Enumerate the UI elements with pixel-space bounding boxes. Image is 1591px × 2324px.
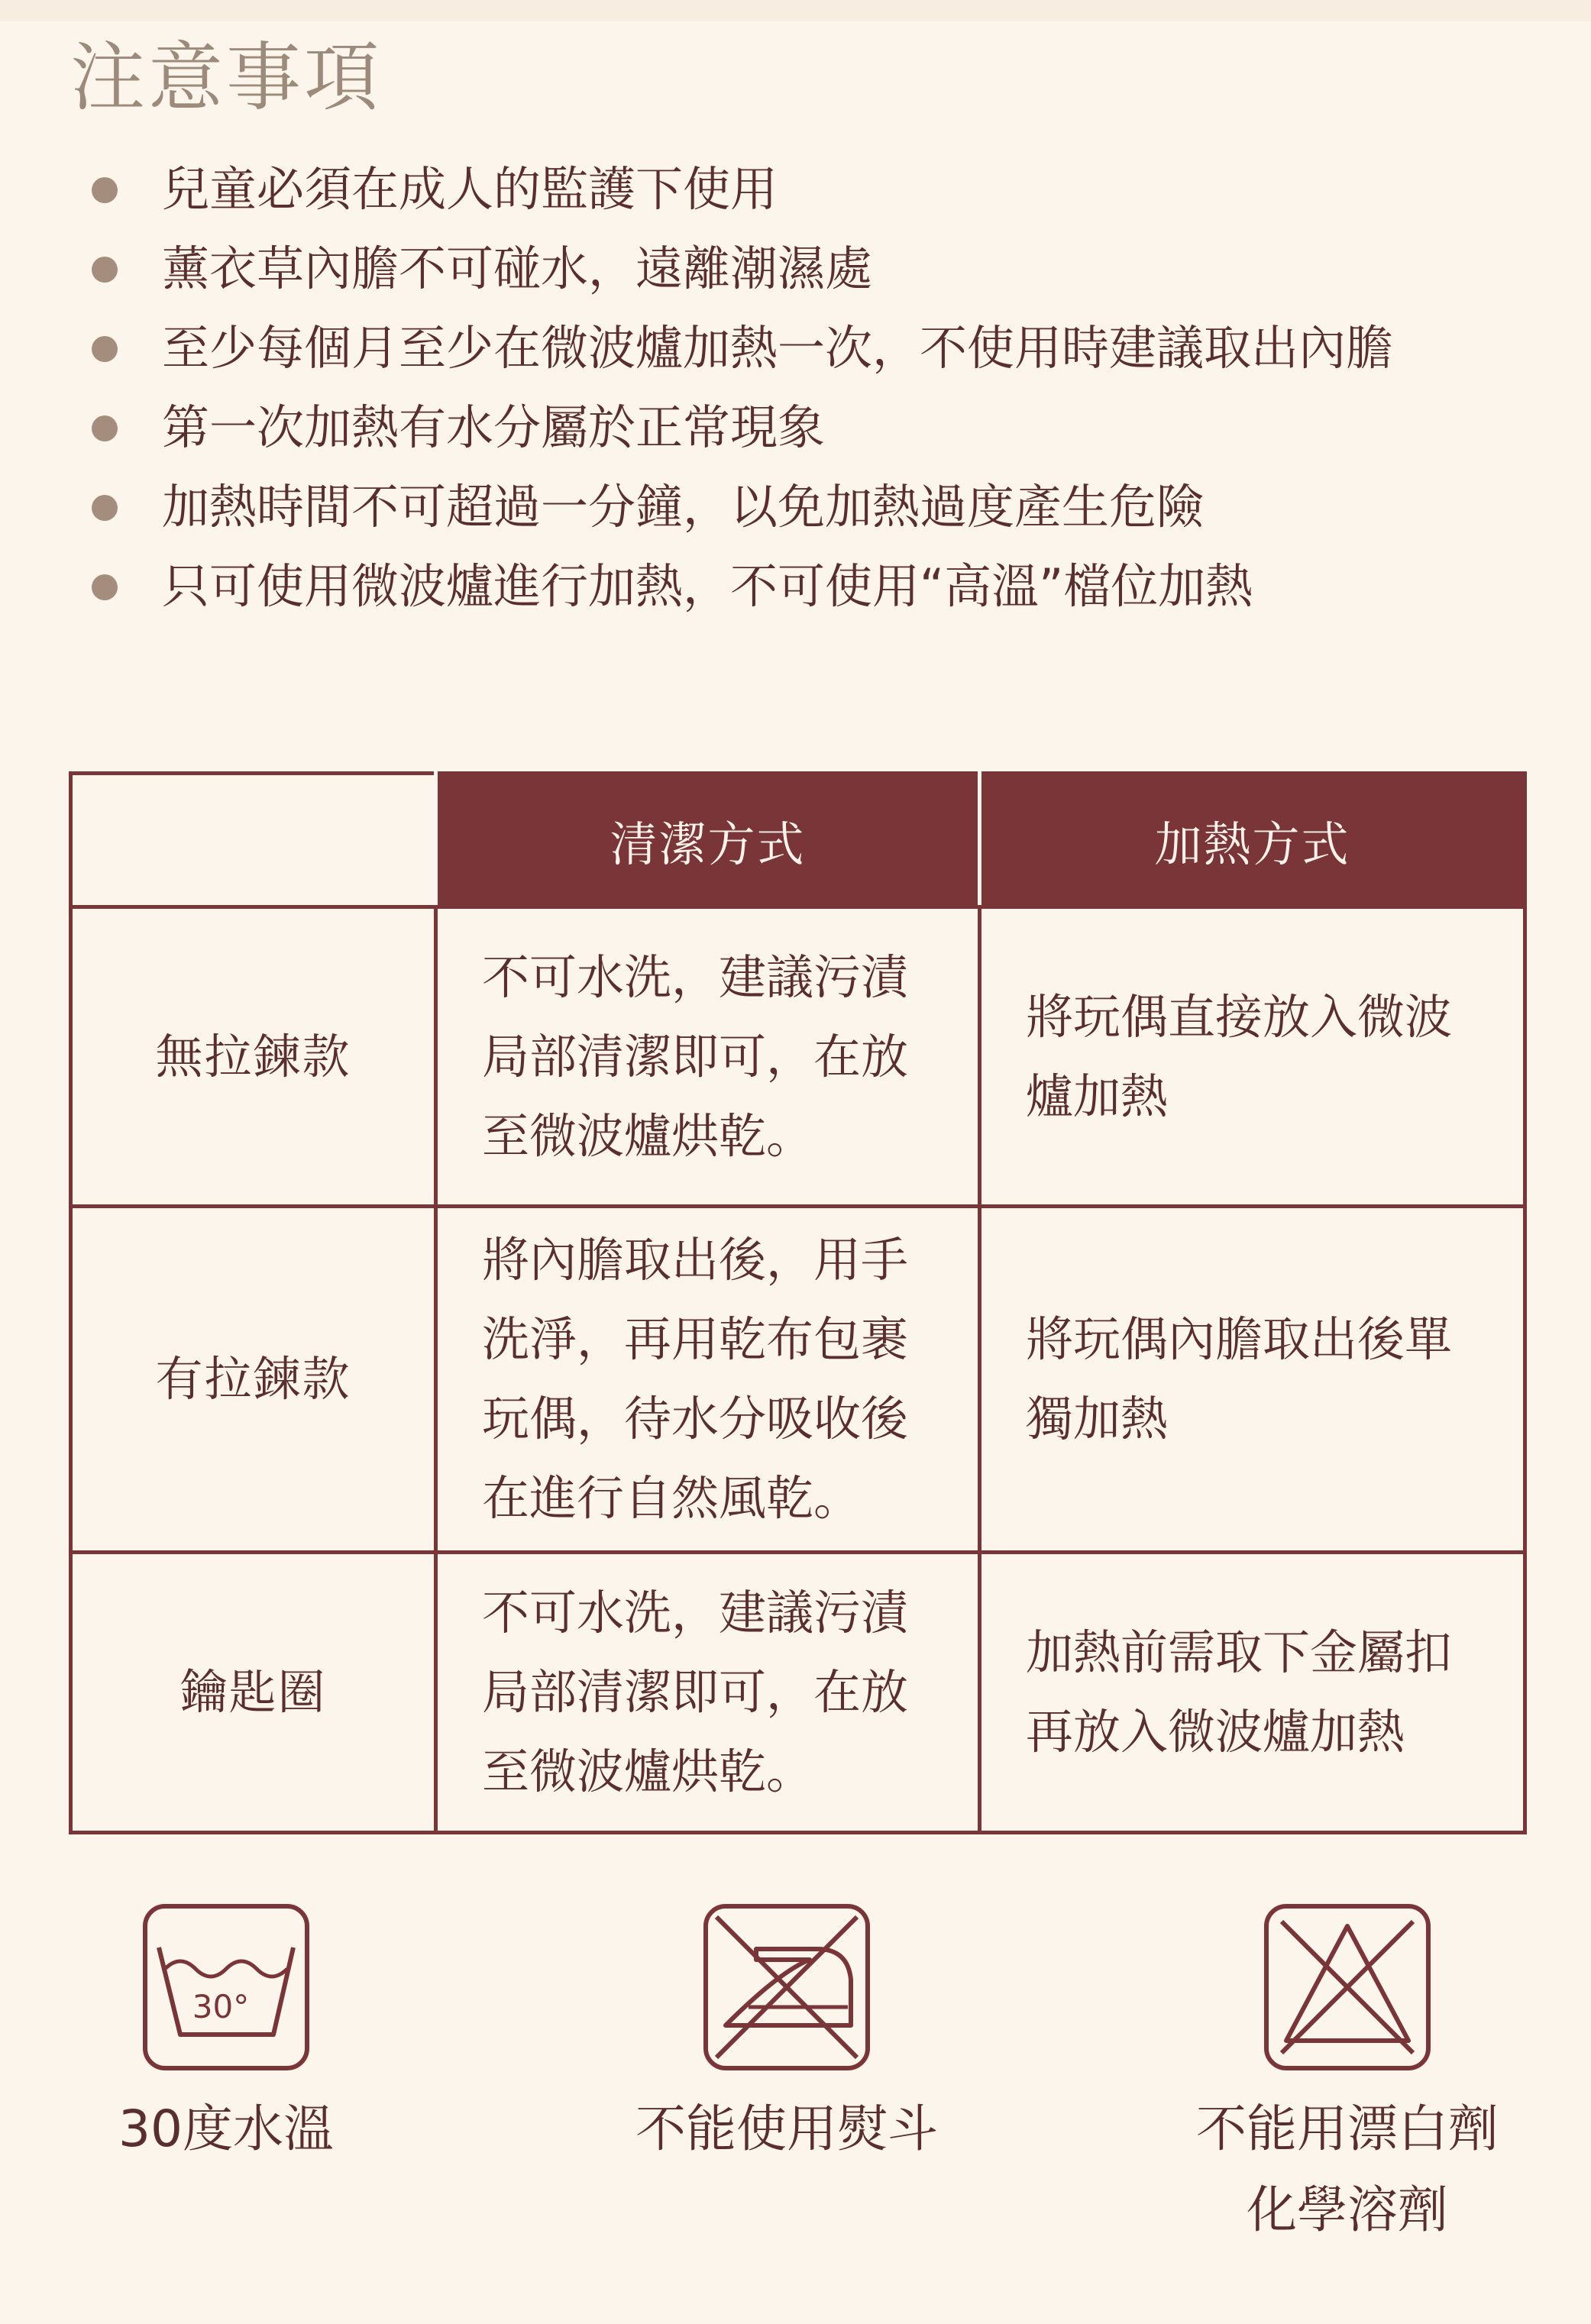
bullet-icon [92,495,118,521]
cell-line: 不可水洗，建議污漬 [482,949,909,1005]
list-item [92,229,1393,309]
note-text: 兒童必須在成人的監護下使用 [162,161,778,217]
cell-line: 玩偶，待水分吸收後 [482,1391,909,1446]
note-text: 加熱時間不可超過一分鐘，以免加熱過度產生危險 [162,479,1205,535]
bullet-icon [92,415,118,441]
bullet-icon [92,177,118,203]
header-clean: 清潔方式 [436,774,980,907]
table-row [71,1207,1525,1553]
icon-label: 不能使用熨斗 [635,2099,938,2158]
notes-list [92,150,1393,626]
table-header-row [71,774,1525,907]
note-text: 薰衣草內膽不可碰水，遠離潮濕處 [162,241,873,296]
list-item [92,388,1393,467]
note-text: 至少每個月至少在微波爐加熱一次，不使用時建議取出內膽 [162,320,1394,376]
cell-line: 將內膽取出後，用手 [482,1232,909,1288]
list-item [92,547,1393,626]
icon-label: 不能用漂白劑 [1196,2099,1499,2158]
wash-30-icon [142,1903,310,2071]
cell-line: 獨加熱 [1026,1391,1169,1446]
wash-temp: 30° [192,1988,250,2025]
note-text: 第一次加熱有水分屬於正常現象 [162,399,826,455]
header-heat: 加熱方式 [980,774,1525,907]
icon-label: 化學溶劑 [1247,2180,1448,2239]
heat-cell [980,1207,1525,1553]
bullet-icon [92,257,118,283]
no-bleach-icon [1263,1903,1431,2071]
cell-line: 至微波爐烘乾。 [482,1107,814,1164]
table-row [71,907,1525,1207]
cell-line: 加熱前需取下金屬扣 [1026,1624,1453,1680]
cell-line: 將玩偶內膽取出後單 [1026,1311,1453,1367]
heat-cell [980,907,1525,1207]
cell-line: 至微波爐烘乾。 [482,1744,814,1799]
cell-line: 局部清潔即可，在放 [482,1664,909,1720]
icon-label: 30度水溫 [118,2099,334,2158]
cell-line: 將玩偶直接放入微波 [1026,988,1453,1045]
no-iron-icon [703,1903,871,2071]
row-type: 有拉鍊款 [71,1207,436,1553]
cell-line: 爐加熱 [1026,1068,1169,1124]
list-item [92,467,1393,547]
cell-line: 不可水洗，建議污漬 [482,1585,909,1640]
heat-cell [980,1553,1525,1833]
bullet-icon [92,574,118,600]
bullet-icon [92,336,118,362]
list-item [92,309,1393,388]
cell-line: 再放入微波爐加熱 [1026,1704,1405,1760]
cell-line: 局部清潔即可，在放 [482,1028,909,1084]
row-type: 無拉鍊款 [71,907,436,1207]
row-type: 鑰匙圈 [71,1553,436,1833]
clean-cell [436,907,980,1207]
cell-line: 洗淨，再用乾布包裹 [482,1311,909,1367]
cell-line: 在進行自然風乾。 [482,1470,862,1526]
page-title: 注意事項 [70,34,383,121]
care-table [69,771,1527,1834]
header-blank [71,774,436,907]
clean-cell [436,1207,980,1553]
clean-cell [436,1553,980,1833]
list-item [92,150,1393,229]
table-row [71,1553,1525,1833]
top-strip [0,0,1591,21]
note-text: 只可使用微波爐進行加熱，不可使用“高溫”檔位加熱 [162,558,1253,614]
